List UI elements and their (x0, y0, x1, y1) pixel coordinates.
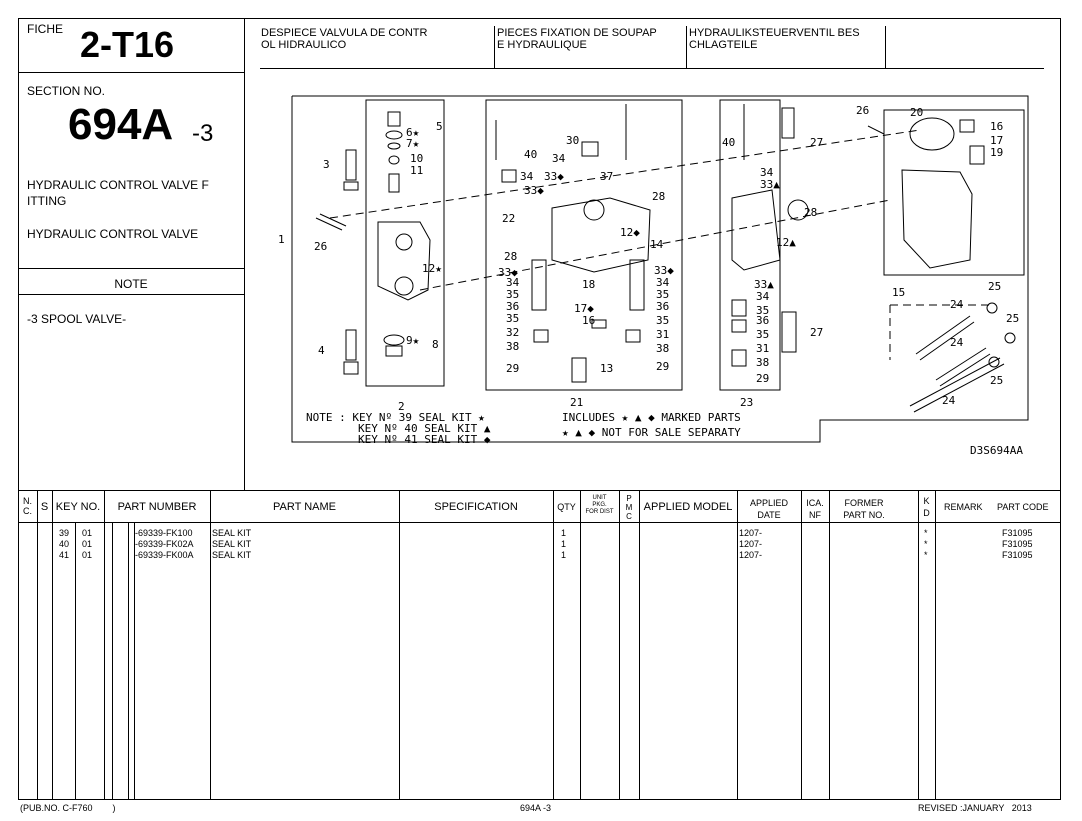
svg-text:33◆: 33◆ (654, 264, 674, 277)
header-unit-pkg: UNIT PKG. FOR DIST (585, 495, 614, 515)
svg-text:15: 15 (892, 286, 906, 299)
row-key: 39 (59, 528, 70, 538)
svg-text:17◆: 17◆ (574, 302, 594, 315)
svg-text:26: 26 (314, 240, 328, 253)
svg-text:33◆: 33◆ (544, 170, 564, 183)
svg-text:29: 29 (756, 372, 770, 385)
svg-text:25: 25 (990, 374, 1004, 387)
diagram-includes: INCLUDES ★ ▲ ◆ MARKED PARTS (562, 411, 741, 424)
diagram-not-for-sale: ★ ▲ ◆ NOT FOR SALE SEPARATY (562, 426, 741, 439)
header-part-code: PART CODE (997, 502, 1049, 512)
row-sub: 01 (82, 528, 93, 538)
header-former-part: FORMER PART NO. (843, 498, 885, 520)
footer-page: 694A -3 (520, 803, 552, 813)
row-part-name: SEAL KIT (212, 528, 252, 538)
svg-text:34: 34 (520, 170, 534, 183)
section-label: SECTION NO. (27, 84, 106, 98)
svg-text:19: 19 (990, 146, 1004, 159)
svg-text:22: 22 (502, 212, 516, 225)
key-sub-line (128, 522, 129, 800)
svg-text:12▲: 12▲ (776, 236, 796, 249)
row-qty: 1 (561, 550, 567, 560)
svg-text:40: 40 (722, 136, 736, 149)
note-top-line (18, 268, 244, 269)
svg-text:21: 21 (570, 396, 584, 409)
row-part-number: -69339-FK00A (135, 550, 194, 560)
title-divider-2 (686, 26, 687, 68)
svg-text:35: 35 (656, 314, 670, 327)
svg-text:4: 4 (318, 344, 325, 357)
svg-text:3: 3 (323, 158, 330, 171)
svg-text:33◆: 33◆ (524, 184, 544, 197)
diagram-code: D3S694AA (970, 444, 1023, 457)
col-line (553, 490, 554, 800)
svg-text:24: 24 (950, 336, 964, 349)
header-remark: REMARK (944, 502, 983, 512)
diagram-note-line-1: NOTE : KEY Nº 39 SEAL KIT ★ (306, 411, 485, 424)
svg-text:35: 35 (506, 312, 520, 325)
row-qty: 1 (561, 539, 567, 549)
exploded-diagram (270, 90, 1060, 470)
row-part-number: -69339-FK02A (135, 539, 194, 549)
diagram-bottom-line (18, 490, 1061, 491)
svg-text:12◆: 12◆ (620, 226, 640, 239)
svg-text:31: 31 (656, 328, 670, 341)
header-nc: N. C. (23, 496, 32, 516)
svg-text:10: 10 (410, 152, 424, 165)
section-number: 694A (68, 100, 174, 149)
footer-revised: REVISED :JANUARY 2013 (918, 803, 1032, 813)
svg-text:29: 29 (656, 360, 670, 373)
svg-text:8: 8 (432, 338, 439, 351)
row-applied-date: 1207- (739, 539, 763, 549)
row-sub: 01 (82, 539, 93, 549)
row-applied-date: 1207- (739, 550, 763, 560)
row-kd: * (924, 550, 928, 560)
svg-text:35: 35 (756, 304, 770, 317)
col-line (829, 490, 830, 800)
svg-text:34: 34 (656, 276, 670, 289)
header-bottom-line (18, 72, 244, 73)
col-line (52, 490, 53, 800)
title-line-3: HYDRAULIC CONTROL VALVE (27, 227, 199, 241)
header-key-no: KEY NO. (55, 501, 101, 513)
svg-text:14: 14 (650, 238, 664, 251)
svg-text:37: 37 (600, 170, 614, 183)
header-qty: QTY (557, 502, 576, 512)
svg-text:11: 11 (410, 164, 424, 177)
header-applied-date: APPLIED DATE (749, 498, 789, 520)
svg-text:27: 27 (810, 136, 824, 149)
row-applied-date: 1207- (739, 528, 763, 538)
svg-text:16: 16 (582, 314, 596, 327)
col-line (801, 490, 802, 800)
svg-text:33◆: 33◆ (498, 266, 518, 279)
svg-text:36: 36 (506, 300, 520, 313)
col-line (737, 490, 738, 800)
svg-text:25: 25 (1006, 312, 1020, 325)
diagram-note-line-3: KEY Nº 41 SEAL KIT ◆ (358, 433, 491, 446)
row-part-number: -69339-FK100 (135, 528, 193, 538)
svg-text:18: 18 (582, 278, 596, 291)
svg-text:30: 30 (566, 134, 580, 147)
header-s: S (40, 501, 49, 513)
svg-text:31: 31 (756, 342, 770, 355)
row-qty: 1 (561, 528, 567, 538)
note-header-line (18, 294, 244, 295)
col-line (210, 490, 211, 800)
svg-text:34: 34 (756, 290, 770, 303)
svg-text:34: 34 (760, 166, 774, 179)
header-applied-model: APPLIED MODEL (643, 501, 733, 513)
title-fr: PIECES FIXATION DE SOUPAP E HYDRAULIQUE (497, 27, 657, 51)
row-part-code: F31095 (1002, 550, 1033, 560)
title-de: HYDRAULIKSTEUERVENTIL BES CHLAGTEILE (689, 27, 860, 51)
col-line (639, 490, 640, 800)
svg-text:28: 28 (804, 206, 818, 219)
svg-text:40: 40 (524, 148, 538, 161)
row-kd: * (924, 528, 928, 538)
svg-text:7★: 7★ (406, 137, 420, 150)
table-header-line (18, 522, 1061, 523)
svg-text:24: 24 (950, 298, 964, 311)
svg-text:29: 29 (506, 362, 520, 375)
row-kd: * (924, 539, 928, 549)
row-part-name: SEAL KIT (212, 539, 252, 549)
svg-text:36: 36 (656, 300, 670, 313)
note-text: -3 SPOOL VALVE- (27, 312, 127, 326)
svg-text:23: 23 (740, 396, 754, 409)
svg-text:5: 5 (436, 120, 443, 133)
svg-text:16: 16 (990, 120, 1004, 133)
title-line-2: ITTING (27, 194, 67, 208)
row-part-name: SEAL KIT (212, 550, 252, 560)
header-kd: K D (923, 496, 930, 518)
svg-text:35: 35 (756, 328, 770, 341)
svg-text:25: 25 (988, 280, 1002, 293)
svg-text:2: 2 (398, 400, 405, 413)
header-icanf: ICA. NF (806, 498, 824, 520)
top-title-underline (260, 68, 1044, 69)
svg-text:6★: 6★ (406, 126, 420, 139)
svg-text:13: 13 (600, 362, 614, 375)
col-line (619, 490, 620, 800)
svg-text:9★: 9★ (406, 334, 420, 347)
svg-text:32: 32 (506, 326, 520, 339)
svg-text:26: 26 (856, 104, 870, 117)
col-line (935, 490, 936, 800)
title-divider-3 (885, 26, 886, 68)
svg-text:20: 20 (910, 106, 924, 119)
svg-text:1: 1 (278, 233, 285, 246)
svg-text:38: 38 (656, 342, 670, 355)
svg-text:33▲: 33▲ (754, 278, 774, 291)
left-panel-divider (244, 18, 245, 490)
svg-text:28: 28 (504, 250, 518, 263)
row-part-code: F31095 (1002, 528, 1033, 538)
header-specification: SPECIFICATION (434, 501, 518, 513)
header-part-number: PART NUMBER (117, 501, 197, 513)
row-key: 40 (59, 539, 70, 549)
fiche-label: FICHE (27, 22, 63, 36)
row-sub: 01 (82, 550, 93, 560)
col-line (580, 490, 581, 800)
key-sub-line (104, 522, 105, 800)
svg-text:17: 17 (990, 134, 1004, 147)
svg-text:35: 35 (656, 288, 670, 301)
svg-text:38: 38 (506, 340, 520, 353)
note-header: NOTE (114, 277, 148, 291)
col-line (399, 490, 400, 800)
fiche-number: 2-T16 (80, 24, 175, 65)
header-pmc: P M C (625, 494, 633, 521)
svg-text:36: 36 (756, 314, 770, 327)
section-suffix: -3 (192, 120, 214, 147)
diagram-note-line-2: KEY Nº 40 SEAL KIT ▲ (358, 422, 491, 435)
title-line-1: HYDRAULIC CONTROL VALVE F (27, 178, 209, 192)
svg-text:35: 35 (506, 288, 520, 301)
title-divider-1 (494, 26, 495, 68)
col-line (918, 490, 919, 800)
header-part-name: PART NAME (273, 501, 336, 513)
svg-text:34: 34 (506, 276, 520, 289)
key-sub-line (134, 522, 135, 800)
svg-text:28: 28 (652, 190, 666, 203)
footer-pub-no: (PUB.NO. C-F760 ) (20, 803, 116, 813)
svg-text:24: 24 (942, 394, 956, 407)
svg-text:34: 34 (552, 152, 566, 165)
svg-text:38: 38 (756, 356, 770, 369)
col-line (37, 490, 38, 800)
svg-text:33▲: 33▲ (760, 178, 780, 191)
key-sub-line (75, 522, 76, 800)
svg-text:27: 27 (810, 326, 824, 339)
svg-text:12★: 12★ (422, 262, 442, 275)
title-es: DESPIECE VALVULA DE CONTR OL HIDRAULICO (261, 27, 428, 51)
key-sub-line (112, 522, 113, 800)
row-key: 41 (59, 550, 70, 560)
row-part-code: F31095 (1002, 539, 1033, 549)
